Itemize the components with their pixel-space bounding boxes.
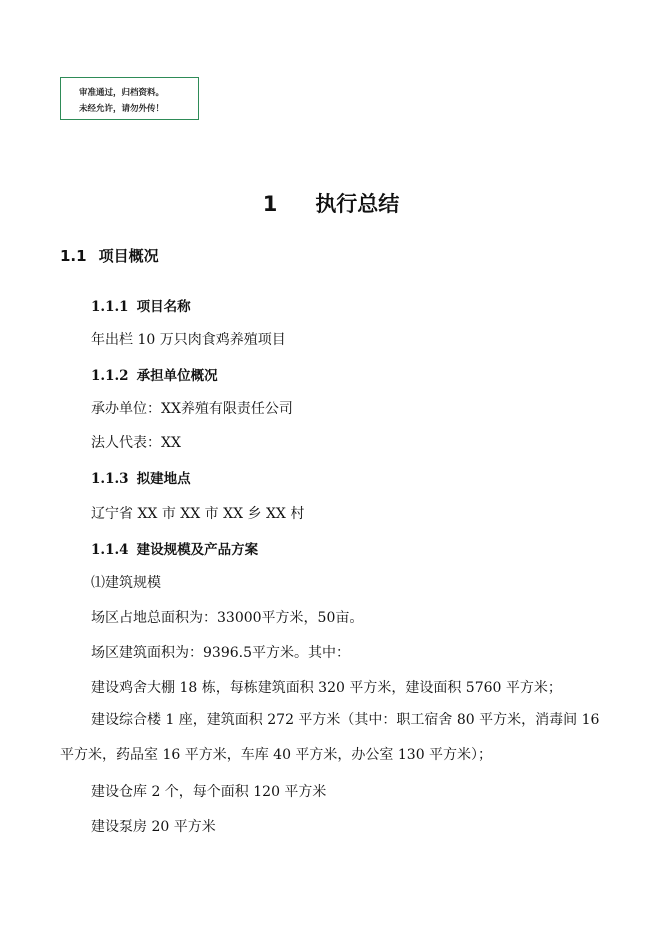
build-area-text: 场区建筑面积为：9396.5平方米。其中：	[91, 645, 350, 661]
subsection-number: 1.1.3	[91, 471, 129, 487]
stamp-line-1: 审准通过，归档资料。	[79, 88, 165, 98]
section-title: 项目概况	[98, 247, 159, 265]
henhouse-text: 建设鸡舍大棚 18 栋，每栋建筑面积 320 平方米，建设面积 5760 平方米；	[91, 680, 562, 696]
subsection-heading-3	[91, 467, 191, 487]
chapter-heading	[0, 188, 662, 218]
chapter-title: 执行总结	[315, 192, 400, 216]
subsection-heading-1	[91, 295, 191, 315]
subsection-title: 项目名称	[136, 299, 191, 315]
subsection-number: 1.1.2	[91, 368, 129, 384]
archive-stamp	[60, 77, 199, 120]
location-text: 辽宁省 XX 市 XX 市 XX 乡 XX 村	[91, 506, 305, 522]
scale-heading-text: ⑴建筑规模	[91, 575, 161, 591]
section-number: 1.1	[60, 247, 87, 265]
warehouse-text: 建设仓库 2 个，每个面积 120 平方米	[91, 784, 327, 800]
subsection-title: 拟建地点	[136, 471, 191, 487]
subsection-heading-4	[91, 538, 258, 558]
chapter-number: 1	[262, 192, 278, 216]
unit-text: 承办单位：XX养殖有限责任公司	[91, 401, 293, 417]
project-name-text: 年出栏 10 万只肉食鸡养殖项目	[91, 332, 286, 348]
subsection-title: 建设规模及产品方案	[136, 542, 259, 558]
subsection-number: 1.1.4	[91, 542, 129, 558]
legal-rep-text: 法人代表：XX	[91, 435, 181, 451]
subsection-heading-2	[91, 364, 218, 384]
stamp-line-2: 未经允许，请勿外传！	[79, 104, 165, 114]
subsection-title: 承担单位概况	[136, 368, 218, 384]
land-area-text: 场区占地总面积为：33000平方米，50亩。	[91, 610, 364, 626]
complex-building-text: 建设综合楼 1 座，建筑面积 272 平方米（其中：职工宿舍 80 平方米，消毒间 16 平方米，药品室 16 平方米，车库 40 平方米，办公室 130 平方米）；	[60, 712, 600, 763]
subsection-number: 1.1.1	[91, 299, 129, 315]
pump-house-text: 建设泵房 20 平方米	[91, 819, 216, 835]
section-heading	[60, 245, 159, 266]
